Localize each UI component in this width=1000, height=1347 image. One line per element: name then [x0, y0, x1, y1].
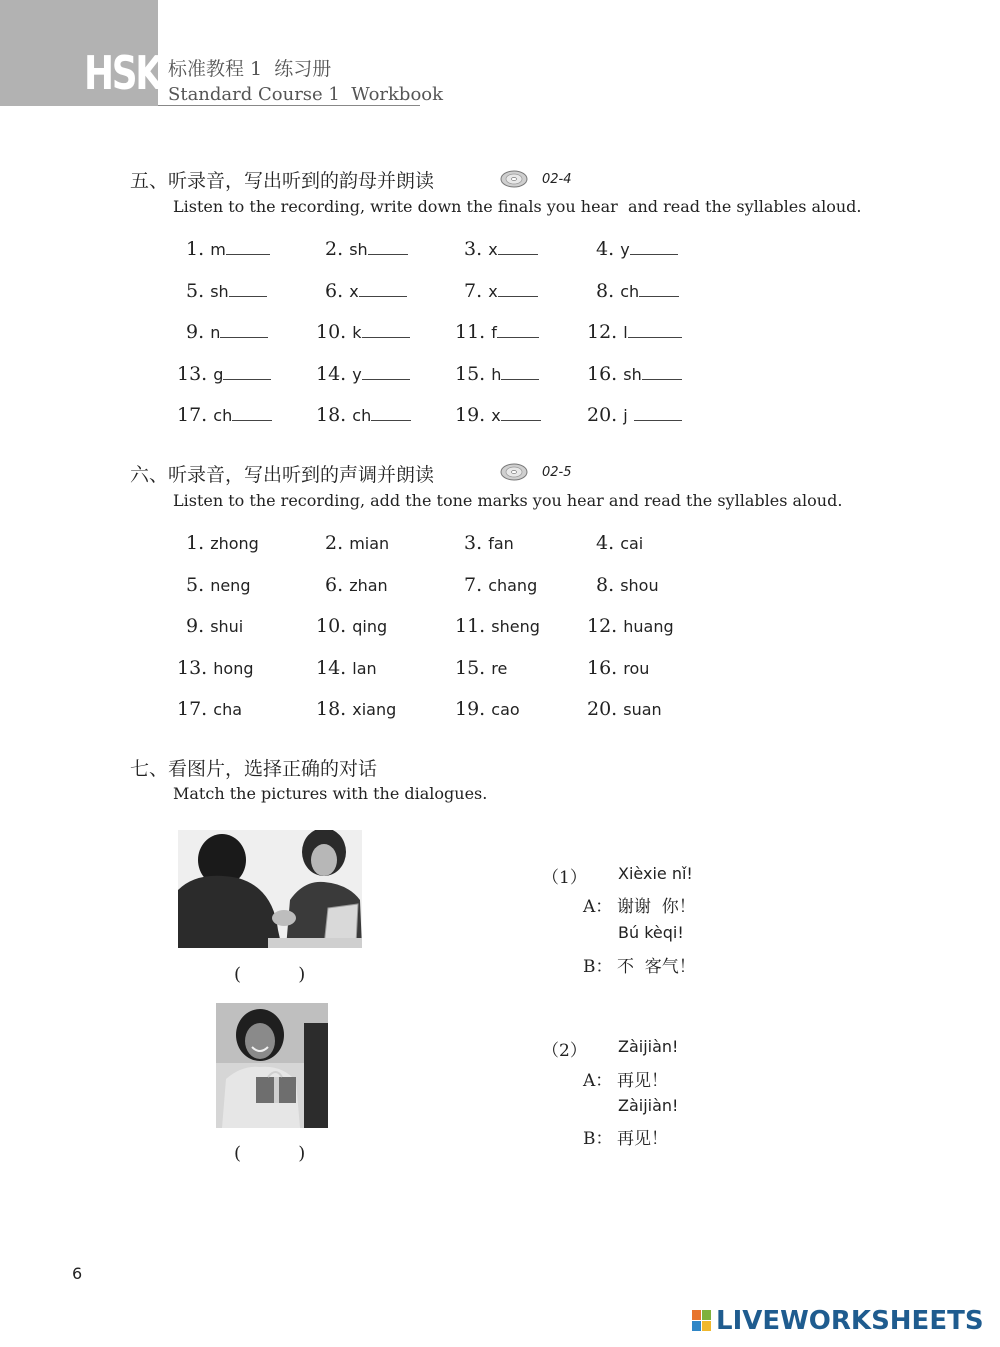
item-number: 7.	[464, 280, 483, 302]
item-number: 11.	[455, 321, 486, 343]
answer-blank[interactable]	[630, 238, 678, 255]
item-syllable[interactable]: hong	[213, 659, 254, 678]
item-initial: y	[620, 240, 630, 259]
item-number: 10.	[316, 615, 347, 637]
item-number: 1.	[186, 238, 205, 260]
item-number: 3.	[464, 238, 483, 260]
tone-item	[587, 657, 649, 680]
item-number: 19.	[455, 404, 486, 426]
audio-cd-icon[interactable]	[500, 463, 528, 481]
tone-item	[596, 574, 659, 597]
hsk-logo: HSK	[84, 46, 161, 100]
item-number: 13.	[177, 657, 208, 679]
finals-item	[455, 321, 539, 344]
item-number: 16.	[587, 657, 618, 679]
header-title-en: Standard Course 1 Workbook	[168, 84, 444, 105]
item-initial: g	[213, 365, 224, 384]
section7-title: 七、看图片，选择正确的对话	[130, 758, 378, 780]
item-syllable[interactable]: shou	[620, 576, 659, 595]
tone-item	[455, 615, 540, 638]
item-number: 7.	[464, 574, 483, 596]
finals-item	[455, 404, 541, 427]
answer-blank[interactable]	[229, 280, 267, 297]
item-initial: k	[352, 323, 362, 342]
answer-blank[interactable]	[501, 363, 539, 380]
item-number: 20.	[587, 404, 618, 426]
item-number: 4.	[596, 532, 615, 554]
answer-blank[interactable]	[232, 404, 272, 421]
tone-item	[177, 698, 242, 721]
finals-item	[587, 321, 682, 344]
finals-item	[596, 238, 678, 261]
dialogue-number: （1）	[542, 868, 587, 888]
speaker-label-a: A：	[583, 897, 613, 917]
item-syllable[interactable]: zhong	[210, 534, 259, 553]
item-syllable[interactable]: cao	[491, 700, 520, 719]
item-number: 14.	[316, 363, 347, 385]
answer-blank[interactable]	[362, 321, 410, 338]
section6-title: 六、听录音，写出听到的声调并朗读	[130, 464, 435, 486]
answer-blank[interactable]	[501, 404, 541, 421]
item-initial: x	[491, 406, 501, 425]
finals-item	[464, 238, 538, 261]
item-initial: n	[210, 323, 221, 342]
item-syllable[interactable]: lan	[352, 659, 377, 678]
item-number: 8.	[596, 574, 615, 596]
finals-item	[316, 321, 410, 344]
item-syllable[interactable]: mian	[349, 534, 390, 553]
item-syllable[interactable]: rou	[623, 659, 650, 678]
speaker-label-a: A：	[583, 1071, 613, 1091]
item-syllable[interactable]: re	[491, 659, 508, 678]
header-title-cn: 标准教程 1 练习册	[168, 58, 332, 80]
audio-cd-icon[interactable]	[500, 170, 528, 188]
item-number: 2.	[325, 238, 344, 260]
item-number: 5.	[186, 574, 205, 596]
item-number: 18.	[316, 698, 347, 720]
section7-subtitle: Match the pictures with the dialogues.	[173, 784, 488, 803]
finals-item	[177, 404, 272, 427]
gift-photo	[216, 1003, 328, 1128]
item-number: 12.	[587, 321, 618, 343]
answer-blank[interactable]	[497, 321, 539, 338]
tone-item	[587, 615, 674, 638]
item-initial: sh	[349, 240, 368, 259]
answer-blank[interactable]	[498, 280, 538, 297]
item-initial: sh	[623, 365, 642, 384]
finals-item	[325, 238, 408, 261]
item-syllable[interactable]: chang	[488, 576, 538, 595]
item-initial: ch	[620, 282, 640, 301]
finals-item	[587, 404, 682, 427]
item-syllable[interactable]: neng	[210, 576, 251, 595]
item-number: 2.	[325, 532, 344, 554]
item-initial: ch	[213, 406, 233, 425]
tone-item	[464, 532, 514, 555]
page-number: 6	[72, 1264, 83, 1283]
item-number: 18.	[316, 404, 347, 426]
section5-track: 02-4	[542, 172, 572, 187]
tone-item	[186, 532, 259, 555]
answer-blank[interactable]	[371, 404, 411, 421]
item-number: 5.	[186, 280, 205, 302]
tone-item	[186, 574, 250, 597]
answer-blank[interactable]	[226, 238, 270, 255]
item-number: 1.	[186, 532, 205, 554]
item-syllable[interactable]: huang	[623, 617, 674, 636]
item-number: 15.	[455, 657, 486, 679]
finals-item	[596, 280, 679, 303]
section5-subtitle: Listen to the recording, write down the finals you hear and read the syllables aloud.	[173, 197, 862, 216]
item-initial: x	[488, 282, 498, 301]
liveworksheets-logo-icon	[692, 1310, 712, 1332]
tone-item	[596, 532, 643, 555]
item-number: 4.	[596, 238, 615, 260]
item-syllable[interactable]: xiang	[352, 700, 397, 719]
section6-subtitle: Listen to the recording, add the tone marks you hear and read the syllables aloud.	[173, 491, 843, 510]
answer-blank[interactable]	[223, 363, 271, 380]
dialogue-number: （2）	[542, 1041, 587, 1061]
item-number: 9.	[186, 615, 205, 637]
dialogue-pinyin-a: Zàijiàn!	[618, 1037, 679, 1056]
tone-item	[316, 657, 377, 680]
section6-track: 02-5	[542, 465, 572, 480]
section5-title: 五、听录音，写出听到的韵母并朗读	[130, 170, 435, 192]
tone-item	[316, 698, 396, 721]
tone-item	[177, 657, 254, 680]
item-number: 11.	[455, 615, 486, 637]
finals-item	[186, 280, 267, 303]
item-syllable[interactable]: zhan	[349, 576, 388, 595]
tone-item	[455, 698, 520, 721]
finals-item	[186, 321, 268, 344]
item-number: 20.	[587, 698, 618, 720]
item-syllable[interactable]: suan	[623, 700, 662, 719]
item-syllable[interactable]: cai	[620, 534, 644, 553]
answer-paren[interactable]: ( )	[234, 964, 306, 985]
answer-blank[interactable]	[368, 238, 408, 255]
item-syllable[interactable]: qing	[352, 617, 388, 636]
handshake-photo	[178, 830, 362, 948]
answer-blank[interactable]	[359, 280, 407, 297]
item-number: 13.	[177, 363, 208, 385]
tone-item	[464, 574, 537, 597]
item-number: 16.	[587, 363, 618, 385]
item-initial: x	[349, 282, 359, 301]
item-initial: m	[210, 240, 226, 259]
item-number: 3.	[464, 532, 483, 554]
dialogue-text-a: 再见！	[617, 1071, 668, 1091]
answer-blank[interactable]	[634, 404, 682, 421]
dialogue-pinyin-a: Xièxie nǐ!	[618, 864, 693, 883]
item-syllable[interactable]: fan	[488, 534, 514, 553]
finals-item	[464, 280, 538, 303]
item-number: 8.	[596, 280, 615, 302]
finals-item	[186, 238, 270, 261]
dialogue-text-b: 不 客气！	[617, 957, 696, 977]
item-initial: x	[488, 240, 498, 259]
item-number: 14.	[316, 657, 347, 679]
tone-item	[455, 657, 507, 680]
answer-blank[interactable]	[362, 363, 410, 380]
header-rule	[158, 105, 420, 106]
item-syllable[interactable]: sheng	[491, 617, 540, 636]
item-number: 6.	[325, 574, 344, 596]
answer-paren[interactable]: ( )	[234, 1143, 306, 1164]
liveworksheets-brand[interactable]: LIVEWORKSHEETS	[716, 1306, 984, 1336]
item-number: 19.	[455, 698, 486, 720]
speaker-label-b: B：	[583, 1129, 613, 1149]
tone-item	[316, 615, 387, 638]
dialogue-text-b: 再见！	[617, 1129, 668, 1149]
finals-item	[455, 363, 539, 386]
item-initial: ch	[352, 406, 372, 425]
item-initial: sh	[210, 282, 229, 301]
item-initial: h	[491, 365, 502, 384]
item-number: 15.	[455, 363, 486, 385]
finals-item	[177, 363, 271, 386]
item-number: 6.	[325, 280, 344, 302]
finals-item	[316, 363, 410, 386]
dialogue-pinyin-b: Bú kèqi!	[618, 923, 684, 942]
item-initial: l	[623, 323, 628, 342]
tone-item	[325, 532, 389, 555]
item-initial: j	[623, 406, 628, 425]
tone-item	[587, 698, 662, 721]
speaker-label-b: B：	[583, 957, 613, 977]
item-initial: f	[491, 323, 497, 342]
finals-item	[316, 404, 411, 427]
dialogue-pinyin-b: Zàijiàn!	[618, 1096, 679, 1115]
item-number: 17.	[177, 404, 208, 426]
answer-blank[interactable]	[628, 321, 682, 338]
item-number: 9.	[186, 321, 205, 343]
answer-blank[interactable]	[498, 238, 538, 255]
item-syllable[interactable]: cha	[213, 700, 243, 719]
item-number: 12.	[587, 615, 618, 637]
item-number: 10.	[316, 321, 347, 343]
answer-blank[interactable]	[220, 321, 268, 338]
finals-item	[587, 363, 682, 386]
item-number: 17.	[177, 698, 208, 720]
dialogue-text-a: 谢谢 你！	[617, 897, 696, 917]
answer-blank[interactable]	[642, 363, 682, 380]
item-syllable[interactable]: shui	[210, 617, 244, 636]
tone-item	[325, 574, 388, 597]
finals-item	[325, 280, 407, 303]
answer-blank[interactable]	[639, 280, 679, 297]
item-initial: y	[352, 365, 362, 384]
tone-item	[186, 615, 243, 638]
